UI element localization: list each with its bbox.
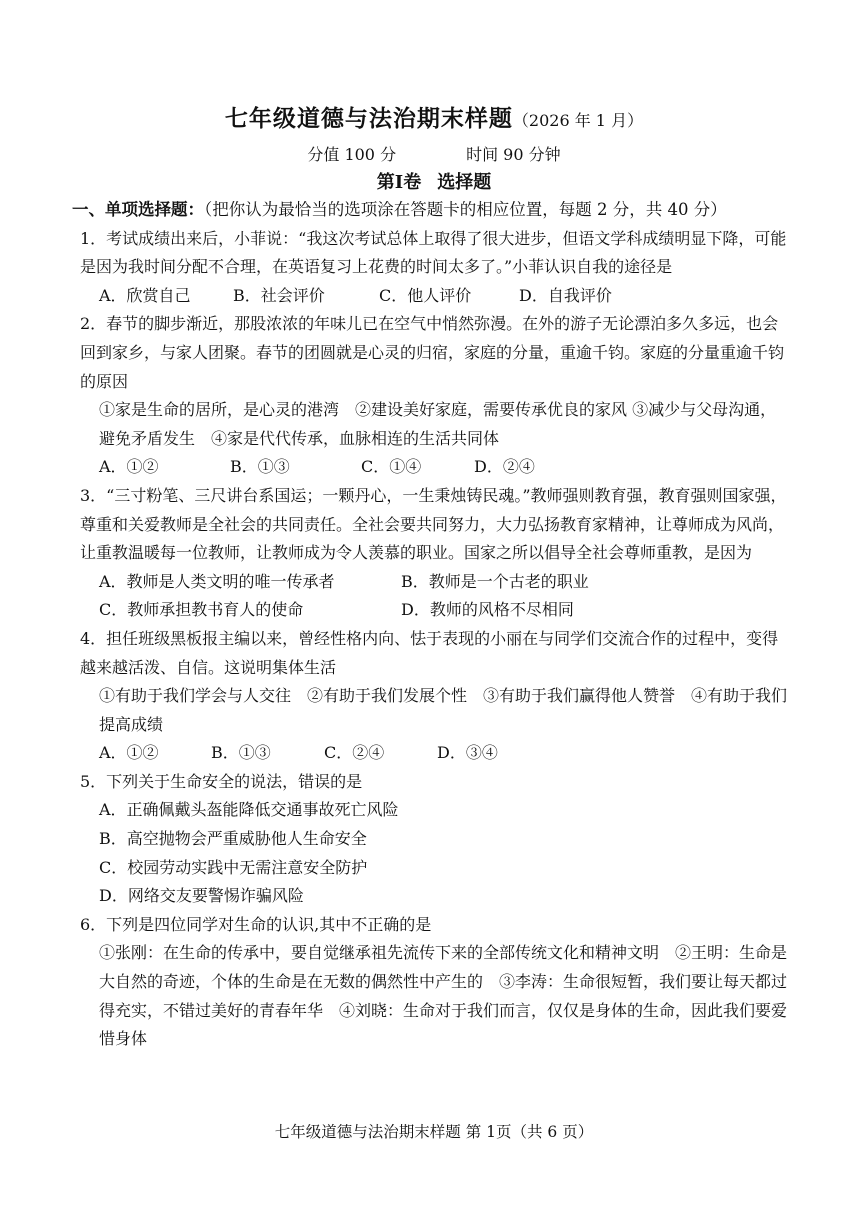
time-info: 时间 90 分钟 [466, 145, 561, 164]
question-stem: 6．下列是四位同学对生命的认识,其中不正确的是 [80, 914, 432, 934]
option: A．正确佩戴头盔能降低交通事故死亡风险 [99, 800, 399, 820]
section-volume: 第Ⅰ卷 [376, 172, 422, 193]
questions-area [72, 196, 792, 1054]
option: D．教师的风格不尽相同 [401, 600, 574, 620]
question-stem: 2．春节的脚步渐近，那股浓浓的年味儿已在空气中悄然弥漫。在外的游子无论漂泊多久多远，也会回到家乡，与家人团聚。春节的团圆就是心灵的归宿，家庭的分量，重逾千钧。家庭的分量重逾千钧的原因 [80, 314, 785, 391]
section-name: 选择题 [437, 172, 492, 193]
exam-title-text: 七年级道德与法治期末样题 [224, 105, 513, 132]
option: D．自我评价 [519, 285, 612, 305]
option: C．①④ [361, 457, 422, 477]
option: A．教师是人类文明的唯一传承者 [99, 571, 335, 591]
option: B．高空抛物会严重威胁他人生命安全 [99, 829, 367, 849]
option: B．教师是一个古老的职业 [401, 571, 589, 591]
part-heading-label: 一、单项选择题： [72, 200, 204, 219]
question-options-row [80, 596, 792, 625]
question-statements: ①张刚：在生命的传承中，要自觉继承祖先流传下来的全部传统文化和精神文明 ②王明：生命是大自然的奇迹，个体的生命是在无数的偶然性中产生的 ③李涛：生命很短暂，我们要让每天都过得充实，不错过美好的青春年华 ④刘晓：生命对于我们而言，仅仅是身体的生命，因此我们要爱惜身体 [99, 943, 788, 1049]
option: C．教师承担教书育人的使命 [99, 600, 304, 620]
question-statements: ①家是生命的居所，是心灵的港湾 ②建设美好家庭，需要传承优良的家风 ③减少与父母沟通，避免矛盾发生 ④家是代代传承，血脉相连的生活共同体 [99, 400, 777, 448]
option: D．②④ [474, 457, 535, 477]
option: C．校园劳动实践中无需注意安全防护 [99, 857, 368, 877]
option: B．①③ [211, 743, 271, 763]
page-footer: 七年级道德与法治期末样题 第 1页（共 6 页） [274, 1123, 594, 1141]
option: D．网络交友要警惕诈骗风险 [99, 886, 304, 906]
section-title [0, 168, 868, 194]
part-instruction: （把你认为最恰当的选项涂在答题卡的相应位置，每题 2 分，共 40 分） [204, 200, 727, 219]
exam-title [0, 100, 868, 133]
option: C．他人评价 [379, 285, 472, 305]
question-statements: ①有助于我们学会与人交往 ②有助于我们发展个性 ③有助于我们赢得他人赞誉 ④有助于我们提高成绩 [99, 686, 788, 734]
question-options-row [80, 568, 792, 597]
exam-meta [0, 142, 868, 165]
question-stem: 1．考试成绩出来后，小菲说：“我这次考试总体上取得了很大进步，但语文学科成绩明显下降，可能是因为我时间分配不合理，在英语复习上花费的时间太多了。”小菲认识自我的途径是 [80, 228, 787, 277]
option: B．①③ [230, 457, 290, 477]
question-stem: 5．下列关于生命安全的说法，错误的是 [80, 771, 363, 791]
option: B．社会评价 [233, 285, 325, 305]
question-options [80, 282, 792, 311]
question-stem: 3．“三寸粉笔、三尺讲台系国运；一颗丹心，一生秉烛铸民魂。”教师强则教育强，教育强则国家强，尊重和关爱教师是全社会的共同责任。全社会要共同努力，大力弘扬教育家精神，让尊师成为风尚，让重教温暖每一位教师，让教师成为令人羡慕的职业。国家之所以倡导全社会尊师重教，是因为 [80, 485, 787, 563]
option: C．②④ [324, 743, 385, 763]
option: A．①② [99, 457, 159, 477]
option: A．欣赏自己 [99, 285, 191, 305]
exam-date: （2026 年 1 月） [512, 111, 644, 130]
question-options [80, 453, 792, 482]
option: A．①② [99, 743, 159, 763]
question-options [80, 739, 792, 768]
option: D．③④ [437, 743, 498, 763]
question-stem: 4．担任班级黑板报主编以来，曾经性格内向、怯于表现的小丽在与同学们交流合作的过程中，变得越来越活泼、自信。这说明集体生活 [80, 628, 779, 677]
score-info: 分值 100 分 [307, 145, 397, 164]
part-heading [72, 196, 792, 225]
